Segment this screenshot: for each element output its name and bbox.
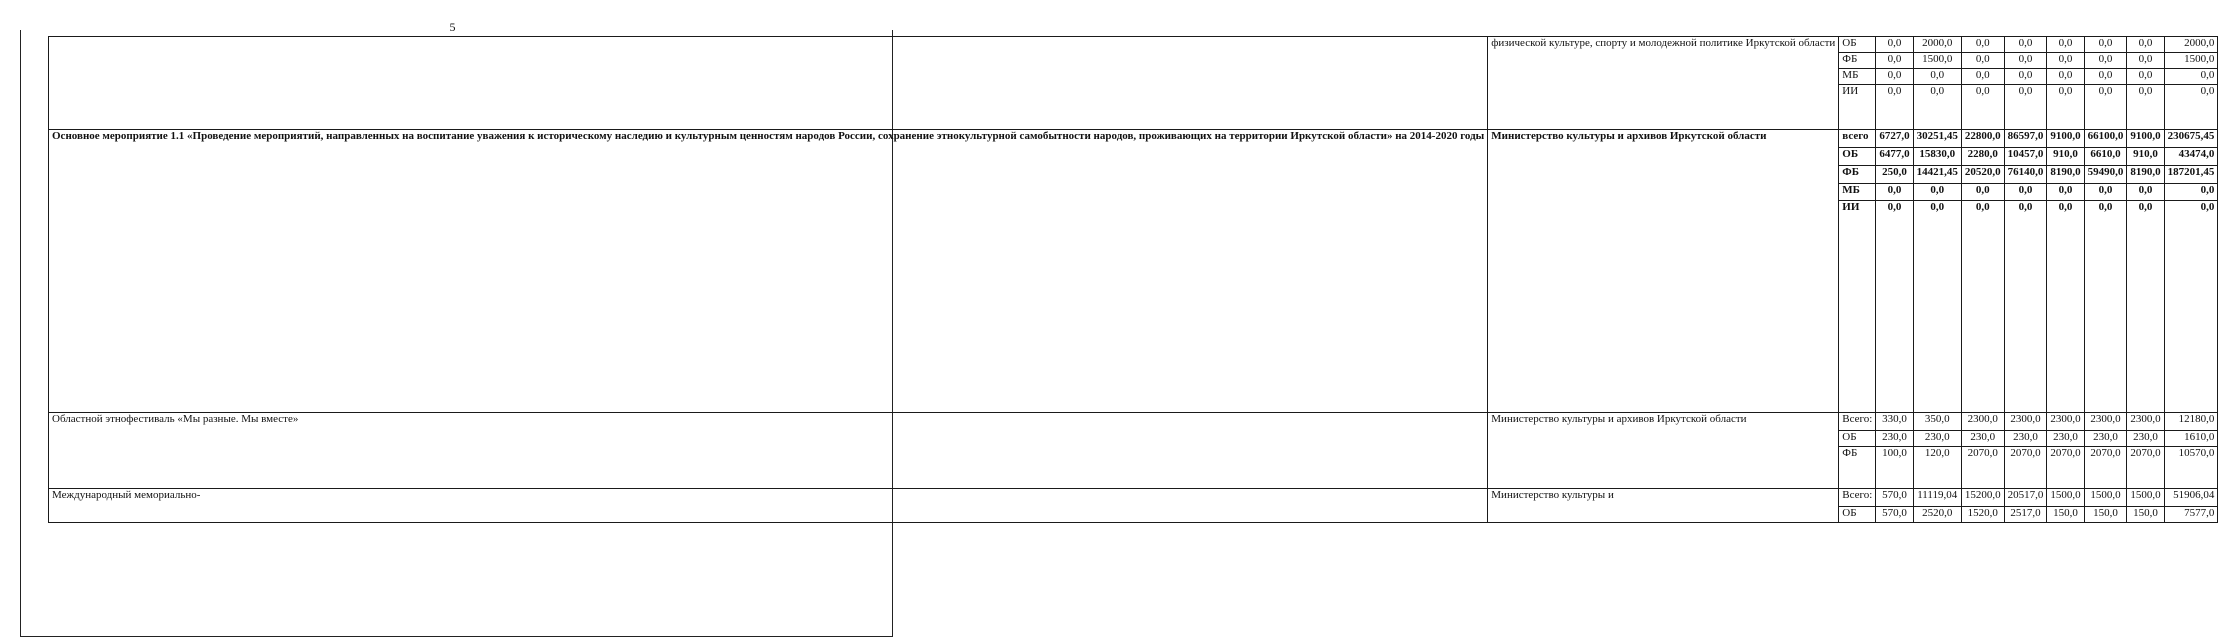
amount-cell: 0,0 [2164, 69, 2218, 85]
amount-cell: 230675,45 [2164, 130, 2218, 148]
scan-frame-left [20, 30, 21, 636]
amount-cell: 1500,0 [1913, 53, 1961, 69]
budget-table [48, 36, 2218, 523]
amount-cell: 6610,0 [2084, 148, 2127, 166]
table-row [49, 413, 2218, 431]
amount-cell: 0,0 [1876, 37, 1913, 53]
amount-cell: 910,0 [2127, 148, 2164, 166]
amount-cell: 0,0 [2004, 53, 2047, 69]
amount-cell: 0,0 [2004, 37, 2047, 53]
amount-cell: 7577,0 [2164, 507, 2218, 523]
amount-cell: 0,0 [2127, 85, 2164, 130]
funding-source: ИИ [1839, 201, 1876, 413]
amount-cell: 0,0 [2084, 201, 2127, 413]
amount-cell: 0,0 [1913, 69, 1961, 85]
amount-cell: 1520,0 [1961, 507, 2004, 523]
amount-cell: 66100,0 [2084, 130, 2127, 148]
amount-cell: 150,0 [2084, 507, 2127, 523]
amount-cell: 0,0 [2047, 53, 2084, 69]
funding-source: ИИ [1839, 85, 1876, 130]
amount-cell: 0,0 [1961, 184, 2004, 201]
amount-cell: 0,0 [2127, 184, 2164, 201]
amount-cell: 2300,0 [2004, 413, 2047, 431]
amount-cell: 86597,0 [2004, 130, 2047, 148]
amount-cell: 230,0 [2084, 431, 2127, 447]
amount-cell: 0,0 [2047, 184, 2084, 201]
amount-cell: 6477,0 [1876, 148, 1913, 166]
amount-cell: 0,0 [1961, 201, 2004, 413]
amount-cell: 0,0 [2004, 85, 2047, 130]
amount-cell: 0,0 [2127, 69, 2164, 85]
funding-source: ОБ [1839, 37, 1876, 53]
amount-cell: 0,0 [1876, 69, 1913, 85]
funding-source: МБ [1839, 184, 1876, 201]
funding-source: МБ [1839, 69, 1876, 85]
scan-frame-bottom [20, 636, 893, 637]
amount-cell: 0,0 [2164, 184, 2218, 201]
amount-cell: 76140,0 [2004, 166, 2047, 184]
amount-cell: 0,0 [2164, 201, 2218, 413]
funding-source: всего [1839, 130, 1876, 148]
amount-cell: 0,0 [2084, 184, 2127, 201]
amount-cell: 0,0 [2047, 69, 2084, 85]
activity-description [49, 37, 1488, 130]
amount-cell: 30251,45 [1913, 130, 1961, 148]
amount-cell: 0,0 [1961, 37, 2004, 53]
funding-source: Всего: [1839, 413, 1876, 431]
amount-cell: 2070,0 [1961, 447, 2004, 489]
amount-cell: 1610,0 [2164, 431, 2218, 447]
amount-cell: 1500,0 [2084, 489, 2127, 507]
amount-cell: 8190,0 [2127, 166, 2164, 184]
amount-cell: 59490,0 [2084, 166, 2127, 184]
amount-cell: 0,0 [2164, 85, 2218, 130]
amount-cell: 2300,0 [2127, 413, 2164, 431]
amount-cell: 2520,0 [1913, 507, 1961, 523]
amount-cell: 0,0 [1876, 201, 1913, 413]
amount-cell: 150,0 [2127, 507, 2164, 523]
amount-cell: 2280,0 [1961, 148, 2004, 166]
amount-cell: 0,0 [1961, 69, 2004, 85]
amount-cell: 0,0 [1876, 53, 1913, 69]
amount-cell: 0,0 [1961, 85, 2004, 130]
executor: физической культуре, спорту и молодежной политике Иркутской области [1488, 37, 1839, 130]
funding-source: ФБ [1839, 53, 1876, 69]
amount-cell: 10457,0 [2004, 148, 2047, 166]
amount-cell: 330,0 [1876, 413, 1913, 431]
executor: Министерство культуры и архивов Иркутской области [1488, 130, 1839, 413]
amount-cell: 0,0 [2127, 53, 2164, 69]
amount-cell: 230,0 [2004, 431, 2047, 447]
amount-cell: 20517,0 [2004, 489, 2047, 507]
amount-cell: 0,0 [1913, 85, 1961, 130]
amount-cell: 9100,0 [2127, 130, 2164, 148]
amount-cell: 2000,0 [2164, 37, 2218, 53]
funding-source: ФБ [1839, 166, 1876, 184]
funding-source: Всего: [1839, 489, 1876, 507]
page-number: 5 [449, 20, 456, 34]
amount-cell: 0,0 [1876, 184, 1913, 201]
amount-cell: 0,0 [1876, 85, 1913, 130]
amount-cell: 10570,0 [2164, 447, 2218, 489]
amount-cell: 0,0 [2084, 85, 2127, 130]
table-row [49, 130, 2218, 148]
table-row [49, 489, 2218, 507]
amount-cell: 1500,0 [2127, 489, 2164, 507]
amount-cell: 230,0 [1876, 431, 1913, 447]
amount-cell: 100,0 [1876, 447, 1913, 489]
amount-cell: 230,0 [1961, 431, 2004, 447]
amount-cell: 8190,0 [2047, 166, 2084, 184]
amount-cell: 2070,0 [2127, 447, 2164, 489]
amount-cell: 20520,0 [1961, 166, 2004, 184]
amount-cell: 0,0 [1913, 184, 1961, 201]
amount-cell: 350,0 [1913, 413, 1961, 431]
amount-cell: 12180,0 [2164, 413, 2218, 431]
amount-cell: 2300,0 [2084, 413, 2127, 431]
funding-source: ФБ [1839, 447, 1876, 489]
activity-description: Основное мероприятие 1.1 «Проведение мероприятий, направленных на воспитание уважения к историческому наследию и культурным ценностям народов России, сохранение этнокультурной самобытности народов, проживающих на территории Иркутской области» на 2014-2020 годы [49, 130, 1488, 413]
executor: Министерство культуры и [1488, 489, 1839, 523]
amount-cell: 0,0 [2084, 53, 2127, 69]
amount-cell: 0,0 [2004, 184, 2047, 201]
amount-cell: 0,0 [2084, 37, 2127, 53]
activity-description: Международный мемориально- [49, 489, 1488, 523]
amount-cell: 910,0 [2047, 148, 2084, 166]
amount-cell: 0,0 [1961, 53, 2004, 69]
amount-cell: 570,0 [1876, 489, 1913, 507]
amount-cell: 120,0 [1913, 447, 1961, 489]
funding-source: ОБ [1839, 507, 1876, 523]
amount-cell: 0,0 [2047, 85, 2084, 130]
amount-cell: 150,0 [2047, 507, 2084, 523]
amount-cell: 51906,04 [2164, 489, 2218, 507]
table-row [49, 37, 2218, 53]
amount-cell: 9100,0 [2047, 130, 2084, 148]
amount-cell: 230,0 [2127, 431, 2164, 447]
amount-cell: 1500,0 [2164, 53, 2218, 69]
amount-cell: 2070,0 [2047, 447, 2084, 489]
funding-source: ОБ [1839, 148, 1876, 166]
amount-cell: 22800,0 [1961, 130, 2004, 148]
amount-cell: 0,0 [2084, 69, 2127, 85]
amount-cell: 230,0 [2047, 431, 2084, 447]
amount-cell: 15830,0 [1913, 148, 1961, 166]
amount-cell: 14421,45 [1913, 166, 1961, 184]
amount-cell: 187201,45 [2164, 166, 2218, 184]
amount-cell: 2517,0 [2004, 507, 2047, 523]
amount-cell: 6727,0 [1876, 130, 1913, 148]
amount-cell: 570,0 [1876, 507, 1913, 523]
amount-cell: 15200,0 [1961, 489, 2004, 507]
funding-source: ОБ [1839, 431, 1876, 447]
amount-cell: 0,0 [2004, 201, 2047, 413]
amount-cell: 0,0 [2004, 69, 2047, 85]
amount-cell: 11119,04 [1913, 489, 1961, 507]
amount-cell: 2070,0 [2004, 447, 2047, 489]
executor: Министерство культуры и архивов Иркутской области [1488, 413, 1839, 489]
amount-cell: 2000,0 [1913, 37, 1961, 53]
amount-cell: 43474,0 [2164, 148, 2218, 166]
amount-cell: 2300,0 [2047, 413, 2084, 431]
amount-cell: 0,0 [2127, 201, 2164, 413]
amount-cell: 0,0 [1913, 201, 1961, 413]
amount-cell: 2300,0 [1961, 413, 2004, 431]
amount-cell: 0,0 [2127, 37, 2164, 53]
amount-cell: 2070,0 [2084, 447, 2127, 489]
amount-cell: 0,0 [2047, 37, 2084, 53]
activity-description: Областной этнофестиваль «Мы разные. Мы вместе» [49, 413, 1488, 489]
amount-cell: 0,0 [2047, 201, 2084, 413]
amount-cell: 1500,0 [2047, 489, 2084, 507]
amount-cell: 250,0 [1876, 166, 1913, 184]
amount-cell: 230,0 [1913, 431, 1961, 447]
